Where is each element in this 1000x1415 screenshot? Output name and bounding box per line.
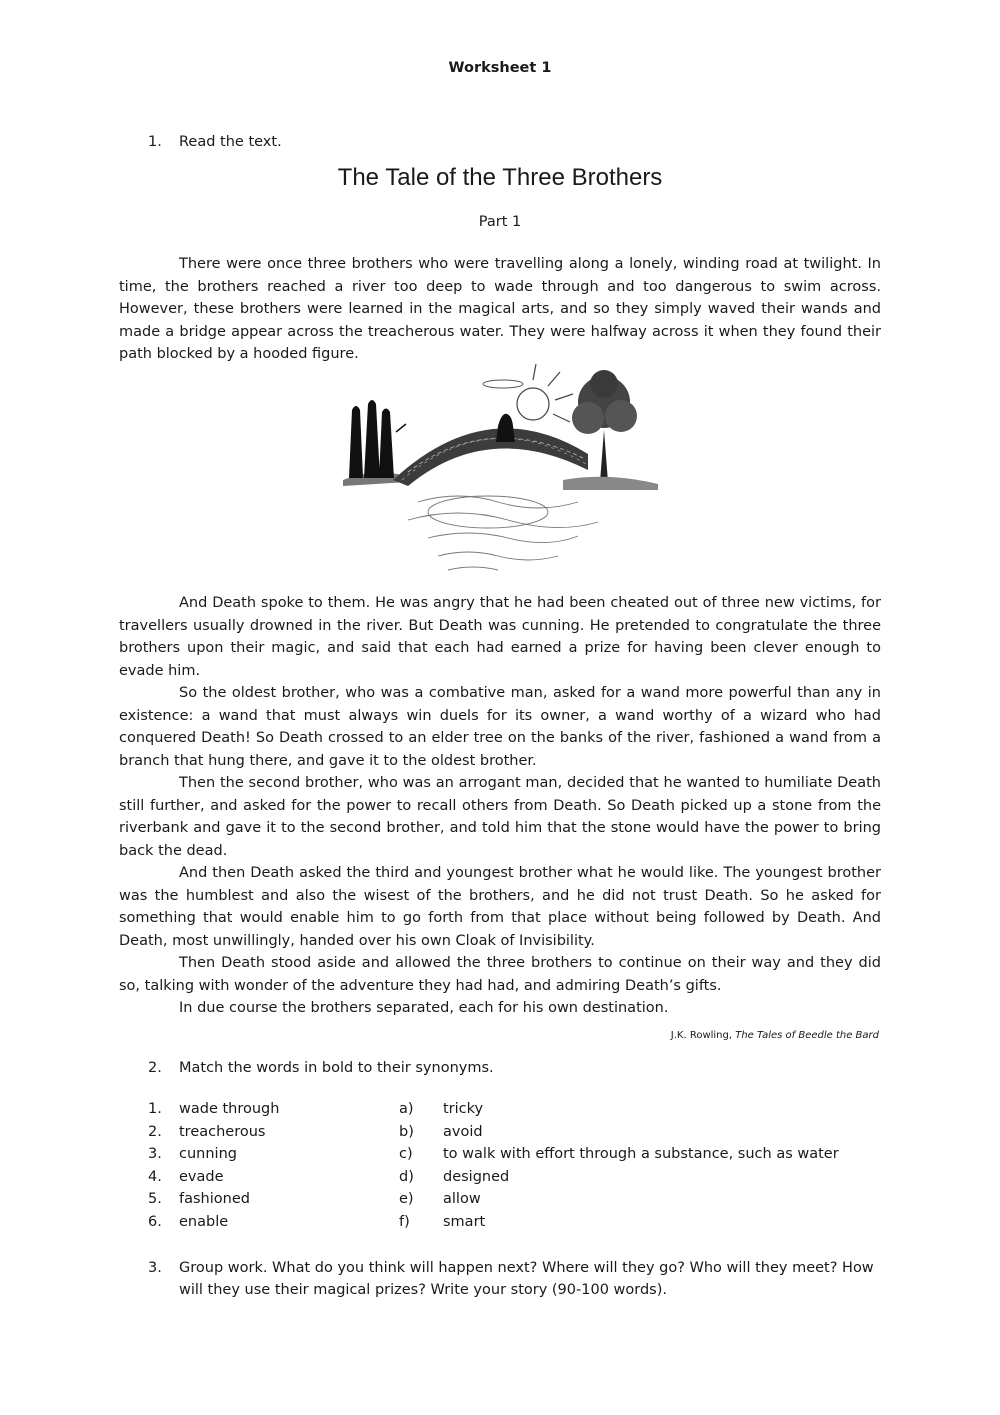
story-paragraph: Then Death stood aside and allowed the three brothers to continue on their way and they did so, talking with wonder of the adventure they had had, and admiring Death’s gifts. — [119, 955, 881, 994]
three-brothers-figures — [349, 400, 406, 478]
bridge-illustration — [338, 362, 668, 582]
match-row — [148, 1188, 908, 1211]
task-1-text: Read the text. — [179, 134, 282, 150]
match-row — [148, 1166, 908, 1189]
word-number: 6. — [148, 1213, 162, 1230]
story-paragraph: In due course the brothers separated, each for his own destination. — [179, 1000, 669, 1016]
task-2-text: Match the words in bold to their synonyms. — [179, 1060, 494, 1076]
match-row — [148, 1098, 908, 1121]
synonym: to walk with effort through a substance, such as water — [443, 1146, 839, 1162]
match-row — [148, 1143, 908, 1166]
citation — [119, 1030, 879, 1041]
synonym-letter: e) — [399, 1191, 414, 1207]
word: fashioned — [179, 1191, 250, 1207]
task-3-number: 3. — [148, 1260, 162, 1276]
synonym-letter: f) — [399, 1213, 410, 1230]
synonym: designed — [443, 1168, 510, 1185]
synonym-letter: b) — [399, 1123, 414, 1140]
river-sketch — [408, 496, 598, 570]
task-3 — [148, 1257, 888, 1301]
sun-icon — [517, 364, 573, 422]
synonym: avoid — [443, 1123, 483, 1140]
synonym: allow — [443, 1191, 481, 1207]
word: wade through — [179, 1101, 280, 1117]
citation-book: The Tales of Beedle the Bard — [735, 1030, 879, 1041]
citation-author: J.K. Rowling, — [670, 1030, 736, 1041]
word-number: 4. — [148, 1168, 162, 1185]
synonym-letter: d) — [399, 1168, 414, 1185]
task-2-number: 2. — [148, 1060, 162, 1076]
story-paragraph: And Death spoke to them. He was angry that he had been cheated out of three new victims, for travellers usually drowned in the river. But Death was cunning. He pretended to congratulate the three brothers upon their magic, and said that each had earned a prize for having been clever enough to evade him. — [119, 595, 881, 679]
word-number: 1. — [148, 1101, 162, 1117]
story-paragraph: There were once three brothers who were travelling along a lonely, winding road at twilight. In time, the brothers reached a river too deep to wade through and too dangerous to swim across. However, these brothers were learned in the magical arts, and so they simply waved their wands and made a bridge appear across the treacherous water. They were halfway across it when they found their path blocked by a hooded figure. — [119, 256, 881, 362]
story-paragraph: And then Death asked the third and youngest brother what he would like. The youngest brother was the humblest and also the wisest of the brothers, and he did not trust Death. So he asked for something that would enable him to go forth from that place without being followed by Death. And Death, most unwillingly, handed over his own Cloak of Invisibility. — [119, 865, 881, 949]
word: enable — [179, 1213, 229, 1230]
word-number: 3. — [148, 1146, 162, 1162]
story-title: The Tale of the Three Brothers — [337, 164, 663, 191]
stone-bridge — [393, 428, 588, 486]
word-number: 2. — [148, 1123, 162, 1140]
word: cunning — [179, 1146, 237, 1162]
word: evade — [179, 1168, 224, 1185]
story-paragraph: Then the second brother, who was an arrogant man, decided that he wanted to humiliate Death still further, and asked for the power to recall others from Death. So Death picked up a stone from the riverbank and gave it to the second brother, and told him that the stone would have the power to bring back the dead. — [119, 775, 881, 859]
synonym-letter: a) — [399, 1101, 414, 1117]
synonym: tricky — [443, 1101, 484, 1117]
task-1 — [148, 131, 888, 153]
word-number: 5. — [148, 1191, 162, 1207]
task-2 — [148, 1057, 888, 1079]
synonym: smart — [443, 1213, 486, 1230]
task-3-text: Group work. What do you think will happen next? Where will they go? Who will they meet? How will they use their magical prizes? Write your story (90-100 words). — [179, 1260, 874, 1298]
story-intro — [119, 253, 881, 366]
worksheet-title: Worksheet 1 — [448, 60, 552, 76]
synonym-letter: c) — [399, 1146, 413, 1162]
task-1-number: 1. — [148, 134, 162, 150]
story-paragraph: So the oldest brother, who was a combative man, asked for a wand more powerful than any in existence: a wand that must always win duels for its owner, a wand worthy of a wizard who had conquered Death! So Death crossed to an elder tree on the banks of the river, fashioned a wand from a branch that hung there, and gave it to the oldest brother. — [119, 685, 881, 769]
hooded-figure — [496, 414, 515, 442]
matching-list — [148, 1098, 908, 1233]
story-part: Part 1 — [478, 214, 522, 230]
story-body — [119, 592, 881, 1020]
match-row — [148, 1121, 908, 1144]
word: treacherous — [179, 1123, 266, 1140]
match-row — [148, 1211, 908, 1234]
